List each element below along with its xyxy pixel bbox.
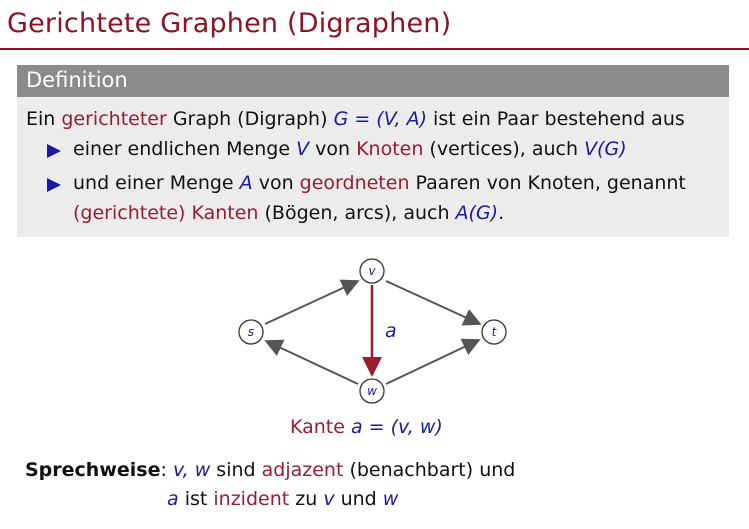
text: und einer Menge [73,172,240,194]
term-gerichtete-kanten: (gerichtete) Kanten [73,202,259,224]
terminology-line-1 [25,459,515,481]
term-adjazent: adjazent [261,459,344,481]
text: ist [178,488,214,510]
text: . [498,202,505,224]
math-a-vw: a = (v, w) [351,416,443,438]
edge-s-v [265,281,358,324]
text: von [252,172,300,194]
text: von [309,138,357,160]
math-A: A [239,172,253,194]
text: (vertices), auch [423,138,585,160]
slide-title: Gerichtete Graphen (Digraphen) [7,8,452,39]
text: Paaren von Knoten, genannt [409,172,686,194]
text: Ein [26,108,62,130]
term-kante: Kante [290,416,345,438]
text: sind [210,459,262,481]
edge-v-t [386,281,480,324]
text: zu [289,488,324,510]
node-label-t: t [491,325,497,339]
term-inzident: inzident [213,488,290,510]
term-geordneten: geordneten [299,172,410,194]
text: Graph (Digraph) [166,108,334,130]
edge-caption [290,416,443,438]
edge-w-t [386,340,479,384]
text: : [160,459,173,481]
text: ist ein Paar bestehend aus [427,108,685,130]
text: (Bögen, arcs), auch [258,202,456,224]
math-v-w: v, w [172,459,211,481]
term-knoten: Knoten [356,138,424,160]
text: und [334,488,383,510]
text: (benachbart) und [343,459,516,481]
term-gerichteter: gerichteter [61,108,167,130]
edge-w-s [266,341,358,384]
math-w: w [382,488,399,510]
math-VG: V(G) [584,138,627,160]
label-sprechweise: Sprechweise [25,459,161,481]
edge-label-a: a [385,320,397,342]
math-a: a [167,488,179,510]
node-label-s: s [247,325,255,339]
math-AG: A(G) [455,202,499,224]
math-V: V [296,138,310,160]
math-G-VA: G = (V, A) [333,108,428,130]
node-label-v: v [368,264,376,278]
terminology-line-2 [167,488,398,510]
math-v: v [323,488,335,510]
node-label-w: w [367,384,377,398]
definition-header-label: Definition [26,68,128,92]
text: einer endlichen Menge [73,138,297,160]
